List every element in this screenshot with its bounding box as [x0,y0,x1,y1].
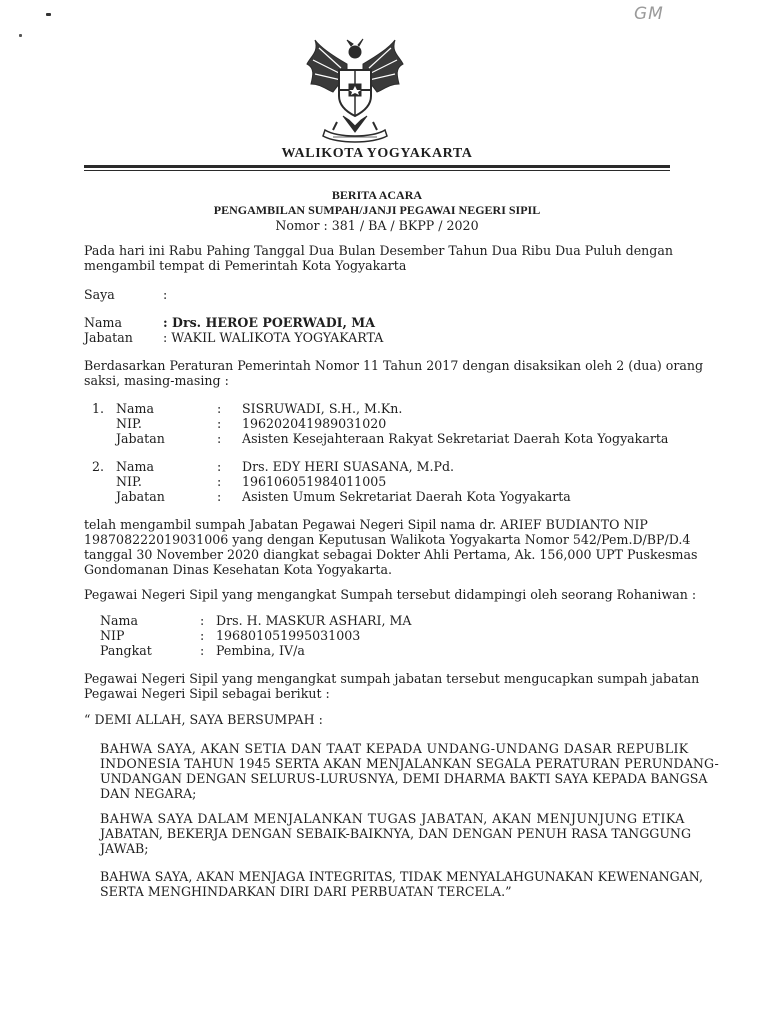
intro-line: mengambil tempat di Pemerintah Kota Yogyakarta [84,258,407,273]
oath-intro-line: Pegawai Negeri Sipil yang mengangkat sumpah jabatan tersebut mengucapkan sumpah jabatan [84,671,700,686]
official-name: : Drs. HEROE POERWADI, MA [163,315,375,330]
witness-field-label: Nama [116,401,154,416]
statement-line: telah mengambil sumpah Jabatan Pegawai Negeri Sipil nama dr. ARIEF BUDIANTO NIP [84,517,648,532]
saya-label: Saya [84,287,115,302]
clergy-field-colon: : [200,628,205,643]
witness-field-value: 196202041989031020 [242,416,387,431]
official-position-label: Jabatan [84,330,133,345]
oath-line: UNDANGAN DENGAN SELURUS-LURUSNYA, DEMI DHARMA BAKTI SAYA KEPADA BANGSA [100,771,708,786]
witness-field-value: Asisten Umum Sekretariat Daerah Kota Yogyakarta [242,489,571,504]
witness-field-colon: : [217,474,222,489]
oath-line: INDONESIA TAHUN 1945 SERTA AKAN MENJALANKAN SEGALA PERATURAN PERUNDANG- [100,756,719,771]
garuda-emblem-icon [303,34,407,146]
statement-line: Gondomanan Dinas Kesehatan Kota Yogyakarta. [84,562,392,577]
witness-field-colon: : [217,431,222,446]
doc-title: BERITA ACARA [331,188,423,202]
witness-field-label: Nama [116,459,154,474]
witness-field-value: Asisten Kesejahteraan Rakyat Sekretariat Daerah Kota Yogyakarta [242,431,669,446]
oath-opening: “ DEMI ALLAH, SAYA BERSUMPAH : [84,712,323,727]
oath-line: BAHWA SAYA, AKAN MENJAGA INTEGRITAS, TIDAK MENYALAHGUNAKAN KEWENANGAN, [100,869,704,884]
clergy-field-label: Pangkat [100,643,152,658]
witness-field-label: NIP. [116,416,142,431]
witness-field-value: SISRUWADI, S.H., M.Kn. [242,401,403,416]
scan-speck [19,34,22,37]
witness-field-colon: : [217,489,222,504]
oath-intro-line: Pegawai Negeri Sipil sebagai berikut : [84,686,330,701]
doc-subtitle: PENGAMBILAN SUMPAH/JANJI PEGAWAI NEGERI SIPIL [213,203,541,217]
handwritten-initials: GM [634,4,664,24]
official-position: : WAKIL WALIKOTA YOGYAKARTA [163,330,384,345]
oath-line: DAN NEGARA; [100,786,197,801]
witness-number: 2. [92,459,105,474]
statement-line: tanggal 30 November 2020 diangkat sebagai Dokter Ahli Pertama, Ak. 156,000 UPT Puskesmas [84,547,698,562]
basis-line: Berdasarkan Peraturan Pemerintah Nomor 11 Tahun 2017 dengan disaksikan oleh 2 (dua) orang [84,358,704,373]
witness-field-colon: : [217,459,222,474]
clergy-field-value: 196801051995031003 [216,628,361,643]
clergy-field-value: Pembina, IV/a [216,643,305,658]
witness-field-value: 196106051984011005 [242,474,387,489]
clergy-field-value: Drs. H. MASKUR ASHARI, MA [216,613,412,628]
witness-field-value: Drs. EDY HERI SUASANA, M.Pd. [242,459,455,474]
scan-speck [46,13,51,16]
witness-field-label: NIP. [116,474,142,489]
witness-field-label: Jabatan [116,431,165,446]
oath-line: JAWAB; [100,841,149,856]
oath-line: BAHWA SAYA, AKAN SETIA DAN TAAT KEPADA UNDANG-UNDANG DASAR REPUBLIK [100,741,689,756]
accompanied-line: Pegawai Negeri Sipil yang mengangkat Sumpah tersebut didampingi oleh seorang Rohaniwan : [84,587,697,602]
doc-number: Nomor : 381 / BA / BKPP / 2020 [275,218,479,233]
oath-line: SERTA MENGHINDARKAN DIRI DARI PERBUATAN TERCELA.” [100,884,512,899]
witness-number: 1. [92,401,105,416]
clergy-field-colon: : [200,643,205,658]
clergy-field-colon: : [200,613,205,628]
intro-line: Pada hari ini Rabu Pahing Tanggal Dua Bulan Desember Tahun Dua Ribu Dua Puluh dengan [84,243,673,258]
letterhead-rule-thick [84,165,670,168]
letterhead-rule-thin [84,170,670,171]
oath-line: BAHWA SAYA DALAM MENJALANKAN TUGAS JABATAN, AKAN MENJUNJUNG ETIKA [100,811,685,826]
statement-line: 198708222019031006 yang dengan Keputusan Walikota Yogyakarta Nomor 542/Pem.D/BP/D.4 [84,532,691,547]
saya-colon: : [163,287,168,302]
basis-line: saksi, masing-masing : [84,373,229,388]
clergy-field-label: NIP [100,628,125,643]
oath-line: JABATAN, BEKERJA DENGAN SEBAIK-BAIKNYA, DAN DENGAN PENUH RASA TANGGUNG [100,826,692,841]
witness-field-label: Jabatan [116,489,165,504]
witness-field-colon: : [217,401,222,416]
witness-field-colon: : [217,416,222,431]
letterhead-title: WALIKOTA YOGYAKARTA [281,146,473,161]
clergy-field-label: Nama [100,613,138,628]
official-name-label: Nama [84,315,122,330]
